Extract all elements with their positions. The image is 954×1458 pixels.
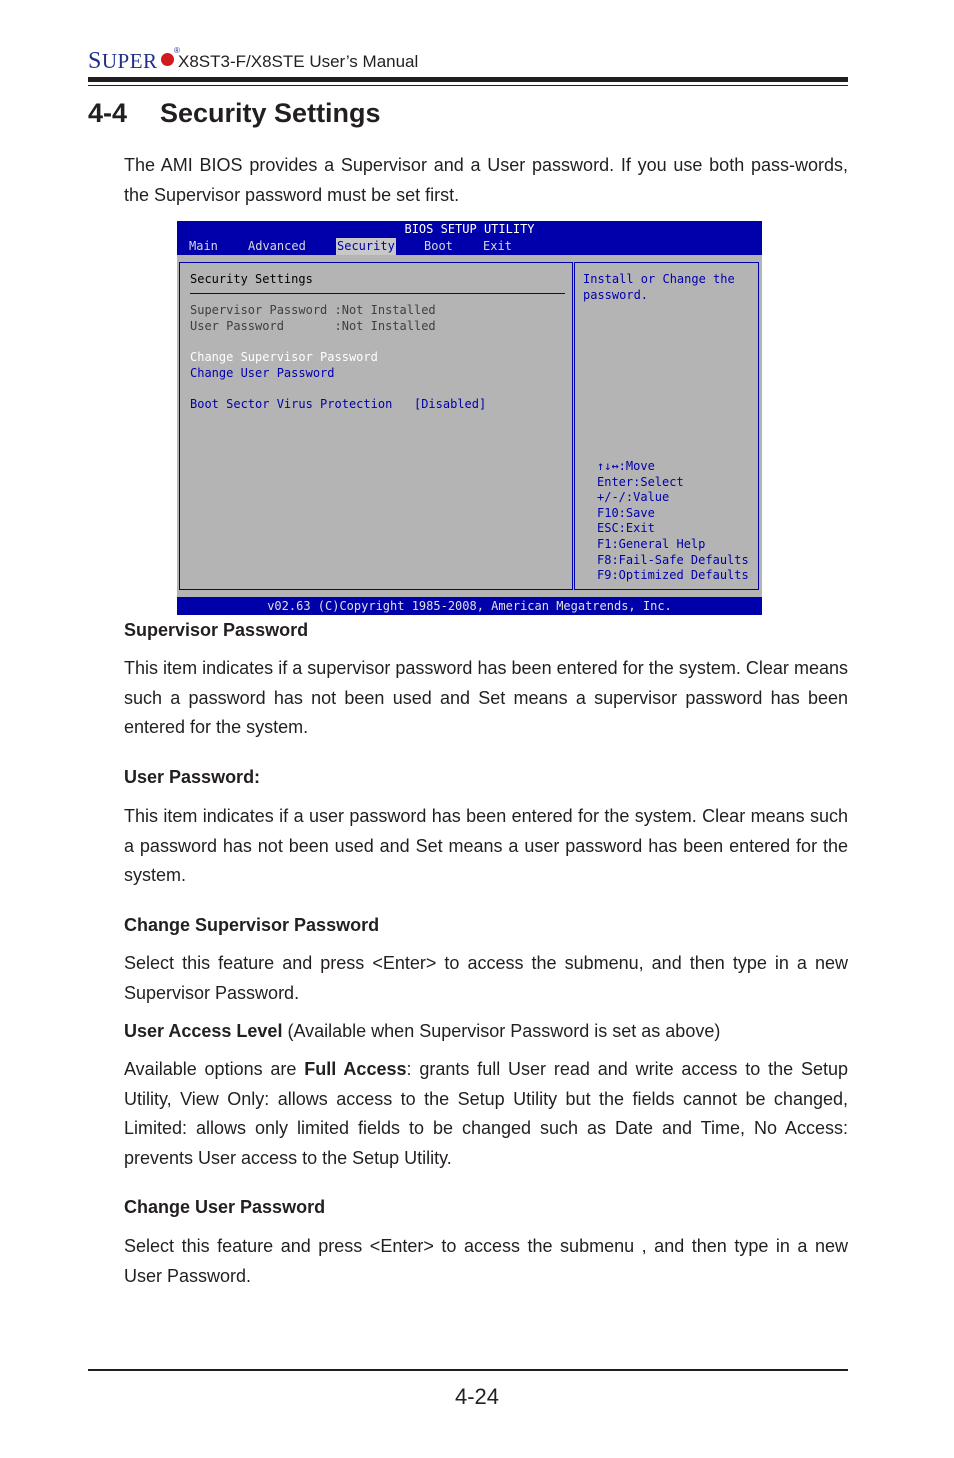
key-move: ↑↓↔:Move xyxy=(597,459,655,473)
change-user-password-item[interactable]: Change User Password xyxy=(190,366,335,380)
bios-menu-security[interactable]: Security xyxy=(337,239,395,253)
user-access-level-line xyxy=(124,1017,848,1047)
section-title xyxy=(88,98,381,129)
boot-sector-virus-protection-item[interactable]: Boot Sector Virus Protection [Disabled] xyxy=(190,397,487,411)
access-options-prefix: Available options are xyxy=(124,1059,305,1079)
intro-paragraph: The AMI BIOS provides a Supervisor and a User password. If you use both pass-words, the Supervisor password must be set first. xyxy=(124,155,848,205)
page-header xyxy=(88,44,848,76)
bios-screenshot xyxy=(177,221,762,615)
key-exit: ESC:Exit xyxy=(597,521,655,535)
header-rule-thick xyxy=(88,77,848,82)
footer-rule xyxy=(88,1369,848,1371)
bios-settings-panel xyxy=(179,262,573,590)
registered-mark: ® xyxy=(174,46,180,55)
change-user-password-text: Select this feature and press <Enter> to access the submenu , and then type in a new User Password. xyxy=(124,1236,848,1286)
help-text-line1: Install or Change the xyxy=(583,272,735,286)
change-supervisor-password-item[interactable]: Change Supervisor Password xyxy=(190,350,378,364)
supermicro-logo: SUPER xyxy=(88,48,158,74)
key-save: F10:Save xyxy=(597,506,655,520)
key-general-help: F1:General Help xyxy=(597,537,706,551)
user-password-text: This item indicates if a user password has been entered for the system. Clear means such a password has not been used and Set means a user password has been entered for the system. xyxy=(124,806,848,885)
page-number: 4-24 xyxy=(454,1384,500,1409)
access-options-rest: : grants full User read and write access to the Setup Utility, View Only: allows access to the Setup Utility but the fields cannot be changed, Limited: allows only limited fields to be changed such as Date and Time, No Access: prevents User access to the Setup Utility. xyxy=(124,1059,848,1168)
supervisor-password-heading: Supervisor Password xyxy=(124,620,309,640)
bios-panel-heading: Security Settings xyxy=(190,272,313,286)
change-supervisor-password-text: Select this feature and press <Enter> to access the submenu, and then type in a new Supervisor Password. xyxy=(124,953,848,1003)
change-supervisor-password-heading: Change Supervisor Password xyxy=(124,915,380,935)
full-access-label: Full Access xyxy=(304,1059,407,1079)
bios-menu-advanced[interactable]: Advanced xyxy=(248,239,306,253)
bios-title-bar: BIOS SETUP UTILITY xyxy=(177,221,762,238)
manual-title: X8ST3-F/X8STE User’s Manual xyxy=(178,52,419,71)
bios-help-panel xyxy=(574,262,759,590)
supervisor-password-status: Supervisor Password :Not Installed xyxy=(190,303,436,317)
bios-menu-exit[interactable]: Exit xyxy=(483,239,512,253)
bios-separator xyxy=(190,293,565,294)
help-text-line2: password. xyxy=(583,288,649,302)
section-title-text: Security Settings xyxy=(160,98,381,128)
user-access-level-note: (Available when Supervisor Password is set as above) xyxy=(282,1021,721,1041)
header-rule-thin xyxy=(88,85,848,86)
access-options-paragraph xyxy=(124,1055,848,1173)
key-value: +/-/:Value xyxy=(597,490,670,504)
section-number: 4-4 xyxy=(88,98,128,128)
bios-copyright-bar: v02.63 (C)Copyright 1985-2008, American Megatrends, Inc. xyxy=(177,597,762,615)
key-fail-safe-defaults: F8:Fail-Safe Defaults xyxy=(597,553,749,567)
bios-menu-main[interactable]: Main xyxy=(189,239,218,253)
user-password-status: User Password :Not Installed xyxy=(190,319,436,333)
bios-menu-boot[interactable]: Boot xyxy=(424,239,453,253)
key-optimized-defaults: F9:Optimized Defaults xyxy=(597,568,749,582)
change-user-password-heading: Change User Password xyxy=(124,1197,326,1217)
supervisor-password-text: This item indicates if a supervisor password has been entered for the system. Clear means such a password has not been used and Set means a supervisor password has been entered for the system. xyxy=(124,658,848,737)
bios-menu-bar xyxy=(177,238,762,255)
user-password-heading: User Password: xyxy=(124,767,261,787)
logo-dot-icon xyxy=(161,53,174,66)
key-select: Enter:Select xyxy=(597,475,684,489)
user-access-level-label: User Access Level xyxy=(124,1021,283,1041)
